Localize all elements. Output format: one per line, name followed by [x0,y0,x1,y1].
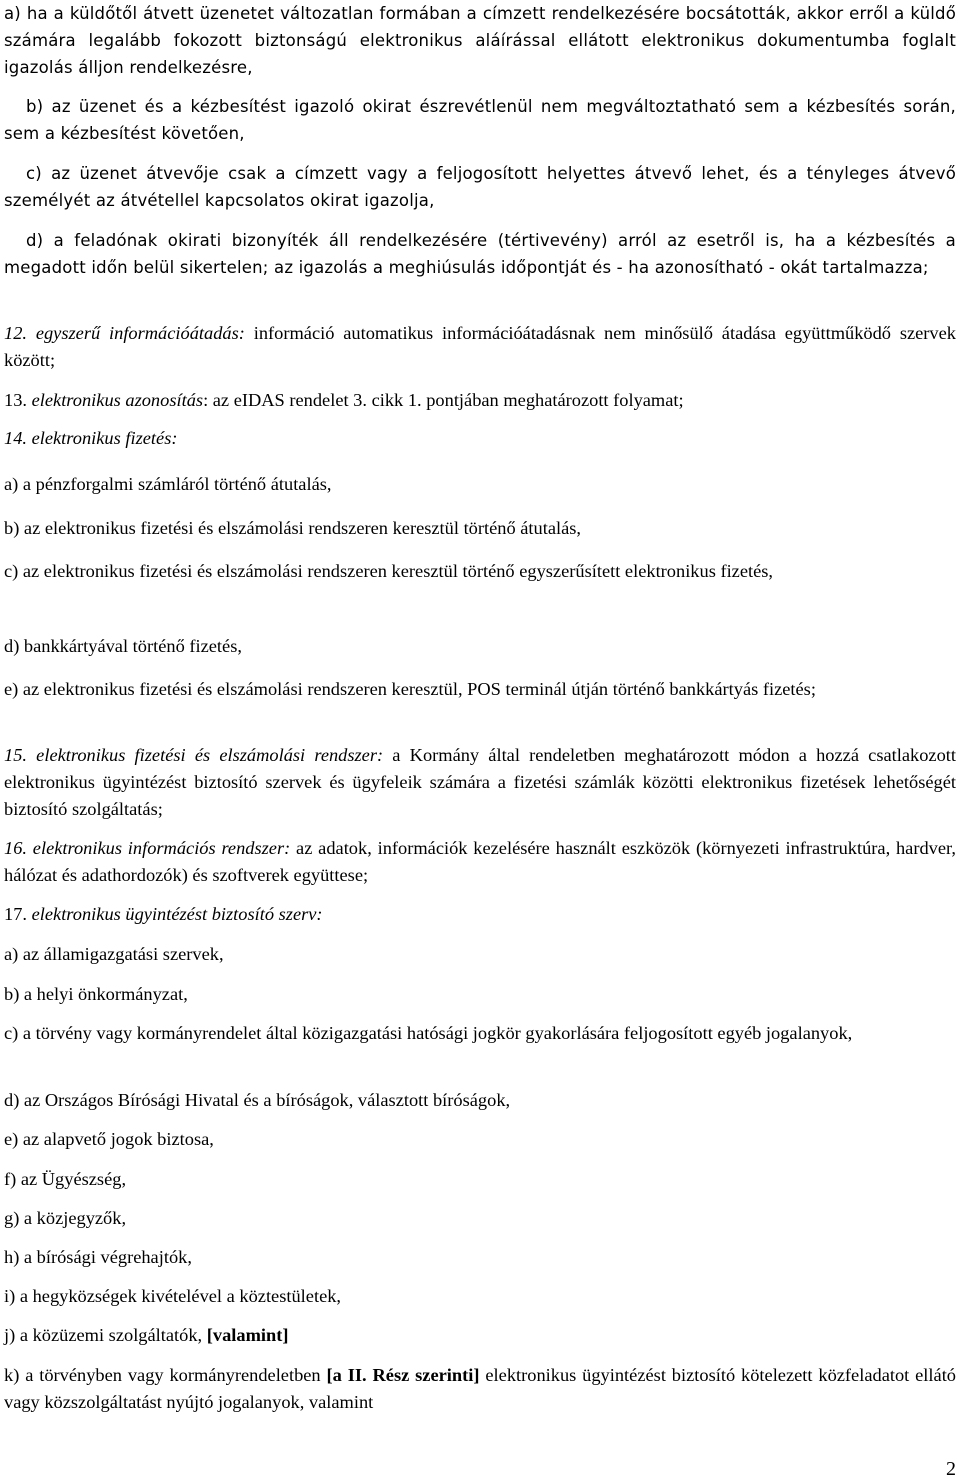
item-17-g: g) a közjegyzők, [4,1208,127,1228]
bracketed-amendment-part-ii: [a II. Rész szerinti] [326,1365,480,1385]
item-17-f: f) az Ügyészség, [4,1169,127,1189]
item-17-j [4,1322,956,1349]
term-16: 16. elektronikus információs rendszer: [4,838,291,858]
term-15: 15. elektronikus fizetési és elszámolási rendszer: [4,745,384,765]
number-17: 17. [4,904,32,924]
item-17-e: e) az alapvető jogok biztosa, [4,1129,214,1149]
term-13: elektronikus azonosítás [31,390,204,410]
item-17-d: d) az Országos Bírósági Hivatal és a bíróságok, választott bíróságok, [4,1090,511,1110]
definition-14 [4,425,956,452]
definition-15 [4,742,956,823]
page-number: 2 [946,1458,956,1480]
definition-12-text: információ automatikus információátadásnak nem minősülő átadása együttműködő szervek között; [4,323,956,370]
term-17: elektronikus ügyintézést biztosító szerv: [31,904,323,924]
item-14-d: d) bankkártyával történő fizetés, [4,636,242,656]
definition-13-text: : az eIDAS rendelet 3. cikk 1. pontjában meghatározott folyamat; [203,390,684,410]
definition-12 [4,320,956,374]
item-14-c: c) az elektronikus fizetési és elszámolási rendszeren keresztül történő egyszerűsített elektronikus fizetés, [4,561,774,581]
item-17-a: a) az államigazgatási szervek, [4,944,224,964]
paragraph-a-delivery: a) ha a küldőtől átvett üzenetet változatlan formában a címzett rendelkezésére bocsátották, akkor erről a küldő számára legalább fokozott biztonságú elektronikus aláírással ellátott elektronikus dokumentumba foglalt igazolás álljon rendelkezésre, [4,4,956,77]
paragraph-b-delivery: b) az üzenet és a kézbesítést igazoló okirat észrevétlenül nem megváltoztatható sem a kézbesítés során, sem a kézbesítést követően, [4,97,956,143]
definition-16-text: az adatok, információk kezelésére használt eszközök (környezeti infrastruktúra, hardver, hálózat és adathordozók) és szoftverek együttese; [4,838,956,885]
item-17-i: i) a hegyközségek kivételével a köztestületek, [4,1286,342,1306]
number-13: 13. [4,390,32,410]
item-17-j-text: j) a közüzemi szolgáltatók, [4,1325,207,1345]
item-14-e: e) az elektronikus fizetési és elszámolási rendszeren keresztül, POS terminál útján történő bankkártyás fizetés; [4,679,816,699]
item-17-h: h) a bírósági végrehajtók, [4,1247,192,1267]
paragraph-c-delivery: c) az üzenet átvevője csak a címzett vagy a feljogosított helyettes átvevő lehet, és a tényleges átvevő személyét az átvétellel kapcsolatos okirat igazolja, [4,164,956,210]
item-14-a: a) a pénzforgalmi számláról történő átutalás, [4,474,332,494]
definition-15-text: a Kormány által rendeletben meghatározott módon a hozzá csatlakozott elektronikus ügyintézést biztosító szervek és ügyfeleik számára a fizetési számlák közötti elektronikus fizetések lehetőségét biztosító szolgáltatás; [4,745,956,819]
paragraph-d-delivery: d) a feladónak okirati bizonyíték áll rendelkezésére (tértivevény) arról az esetről is, ha a kézbesítés a megadott időn belül sikertelen; az igazolás a meghiúsulás időpontját és - ha azonosítható - okát tartalmazza; [4,231,956,277]
term-14: 14. elektronikus fizetés: [4,428,178,448]
item-17-b: b) a helyi önkormányzat, [4,984,188,1004]
item-17-k [4,1362,956,1416]
item-17-k-text-1: k) a törvényben vagy kormányrendeletben [4,1365,327,1385]
bracketed-amendment-valamint: [valamint] [206,1325,289,1345]
item-17-k-text-2: elektronikus ügyintézést biztosító kötelezett közfeladatot ellátó vagy közszolgáltatást nyújtó jogalanyok, valamint [4,1365,956,1412]
item-14-b: b) az elektronikus fizetési és elszámolási rendszeren keresztül történő átutalás, [4,518,582,538]
term-12: 12. egyszerű információátadás: [4,323,245,343]
definition-13 [4,387,956,414]
item-17-c: c) a törvény vagy kormányrendelet által közigazgatási hatósági jogkör gyakorlására feljogosított egyéb jogalanyok, [4,1023,853,1043]
definition-17 [4,901,956,928]
definition-16 [4,835,956,889]
